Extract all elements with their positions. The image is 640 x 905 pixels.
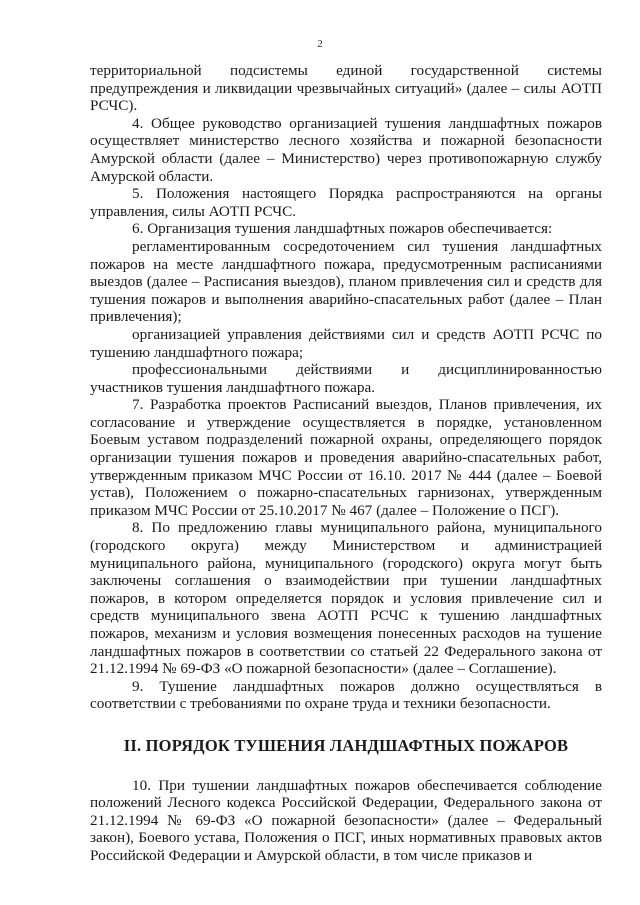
paragraph-continuation: территориальной подсистемы единой государственной системы предупреждения и ликвидации чрезвычайных ситуаций» (далее – силы АОТП РСЧС).	[90, 62, 602, 115]
paragraph-6-item-1: регламентированным сосредоточением сил тушения ландшафтных пожаров на месте ландшафтного пожара, предусмотренным расписаниями выездов (далее – Расписания выездов), планом привлечения сил и средств для тушения пожаров и выполнения аварийно-спасательных работ (далее – План привлечения);	[90, 237, 602, 326]
paragraph-9: 9. Тушение ландшафтных пожаров должно осуществляться в соответствии с требованиями по охране труда и техники безопасности.	[90, 677, 602, 713]
paragraph-4: 4. Общее руководство организацией тушения ландшафтных пожаров осуществляет министерство лесного хозяйства и пожарной безопасности Амурской области (далее – Министерство) через противопожарную службу Амурской области.	[90, 114, 602, 185]
paragraph-7: 7. Разработка проектов Расписаний выездов, Планов привлечения, их согласование и утверждение осуществляется в порядке, установленном Боевым уставом подразделений пожарной охраны, определяющего порядок организации тушения пожаров и проведения аварийно-спасательных работ, утвержденным приказом МЧС России от 16.10. 2017 № 444 (далее – Боевой устав), Положением о пожарно-спасательных гарнизонах, утвержденным приказом МЧС России от 25.10.2017 № 467 (далее – Положение о ПСГ).	[90, 396, 602, 519]
paragraph-6: 6. Организация тушения ландшафтных пожаров обеспечивается:	[132, 220, 553, 238]
paragraph-6-item-3: профессиональными действиями и дисциплинированностью участников тушения ландшафтного пожара.	[90, 361, 602, 396]
paragraph-5: 5. Положения настоящего Порядка распространяются на органы управления, силы АОТП РСЧС.	[90, 185, 602, 220]
paragraph-6-item-2: организацией управления действиями сил и средств АОТП РСЧС по тушению ландшафтного пожара;	[90, 325, 602, 361]
section-heading: II. ПОРЯДОК ТУШЕНИЯ ЛАНДШАФТНЫХ ПОЖАРОВ	[123, 735, 569, 755]
page-number: 2	[317, 38, 323, 50]
document-body	[90, 62, 602, 865]
paragraph-10: 10. При тушении ландшафтных пожаров обеспечивается соблюдение положений Лесного кодекса Российской Федерации, Федерального закона от 21.12.1994 № 69-ФЗ «О пожарной безопасности» (далее – Федеральный закон), Боевого устава, Положения о ПСГ, иных нормативных правовых актов Российской Федерации и Амурской области, в том числе приказов и	[90, 776, 602, 864]
paragraph-8: 8. По предложению главы муниципального района, муниципального (городского округа) между Министерством и администрацией муниципального района, муниципального (городского) округа могут быть заключены соглашения о взаимодействии при тушении ландшафтных пожаров, в котором определяется порядок и условия привлечение сил и средств муниципального звена АОТП РСЧС к тушению ландшафтных пожаров, механизм и условия возмещения понесенных расходов на тушение ландшафтных пожаров в соответствии со статьей 22 Федерального закона от 21.12.1994 № 69-ФЗ «О пожарной безопасности» (далее – Соглашение).	[90, 519, 602, 678]
